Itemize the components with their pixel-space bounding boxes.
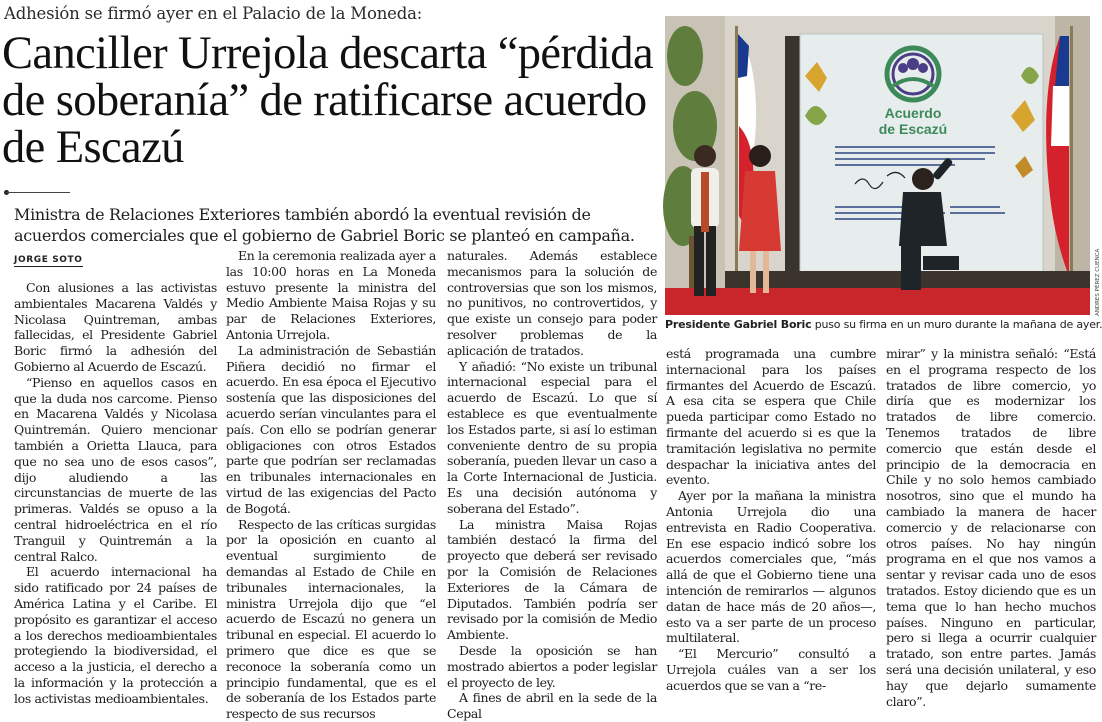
caption-text: puso su firma en un muro durante la mañana de ayer. [811,318,1102,331]
paragraph: Desde la oposición se han mostrado abiertos a poder legislar el proyecto de ley. [447,642,657,690]
text-column-4 [666,346,876,693]
photo [665,16,1090,315]
paragraph: Respecto de las críticas surgidas por la oposición en cuanto al eventual surgimiento de demandas al Estado de Chile en tribunales internacionales, la ministra Urrejola dijo que “el acuerdo de Escazú no genera un tribunal en especial. El acuerdo lo primero que dice es que se reconoce la soberanía como un principio fundamental, que es el de soberanía de los Estados parte respecto de sus recursos [226,516,436,722]
text-column-3 [447,248,657,722]
paragraph: Y añadió: “No existe un tribunal internacional especial para el acuerdo de Escazú. Lo que sí establece es que eventualmente los Estados parte, si así lo estiman conveniente dentro de su propia soberanía, pueden llevar un caso a la Corte Internacional de Justicia. Es una decisión autónoma y soberana del Estado”. [447,358,657,516]
divider [6,192,70,193]
banner-title-1: Acuerdo [884,105,942,121]
paragraph: “Pienso en aquellos casos en que la duda nos carcome. Pienso en Macarena Valdés y Nicolasa Quintremán. Quiero mencionar también a Orietta Llauca, para que no sea uno de esos casos”, dijo aludiendo a las circunstancias de muerte de las primeras. Valdés se opuso a la central hidroeléctrica en el río Tranguil y Quintremán a la central Ralco. [14,374,217,564]
text-column-1 [14,280,217,706]
text-column-5 [886,346,1096,709]
paragraph: Ayer por la mañana la ministra Antonia Urrejola dio una entrevista en Radio Cooperativa. En ese espacio indicó sobre los acuerdos comerciales que, “más allá de que el Gobierno tiene una intención de remirarlos — algunos datan de hace más de 20 años—, esto va a ser parte de un proceso multilateral. [666,488,876,646]
red-carpet [665,288,1090,315]
banner-title-2: de Escazú [878,121,948,137]
byline: JORGE SOTO [14,255,83,265]
paragraph: La ministra Maisa Rojas también destacó la firma del proyecto que deberá ser revisado por la Comisión de Relaciones Exteriores de la Cámara de Diputados. También podría ser revisado por la comisión de Medio Ambiente. [447,516,657,643]
photo-credit-text: ANDRES PÉREZ CUENCA [1095,248,1101,316]
headline: Canciller Urrejola descarta “pérdida de soberanía” de ratificarse acuerdo de Escazú [2,28,653,173]
caption-bold: Presidente Gabriel Boric [665,318,812,331]
paragraph: A fines de abril en la sede de la Cepal [447,690,657,722]
paragraph: En la ceremonia realizada ayer a las 10:00 horas en La Moneda estuvo presente la ministra del Medio Ambiente Maisa Rojas y su par de Relaciones Exteriores, Antonia Urrejola. [226,248,436,342]
kicker: Adhesión se firmó ayer en el Palacio de la Moneda: [4,4,423,23]
paragraph: La administración de Sebastián Piñera decidió no firmar el acuerdo. En esa época el Ejecutivo sostenía que las disposiciones del acuerdo serían vinculantes para el país. Con ello se podrían generar obligaciones con otros Estados parte que podrían ser reclamadas en tribunales internacionales en virtud de las exigencias del Pacto de Bogotá. [226,342,436,516]
subhead: Ministra de Relaciones Exteriores también abordó la eventual revisión de acuerdos comerciales que el gobierno de Gabriel Boric se planteó en campaña. [14,205,635,245]
photo-credit [1091,240,1099,320]
paragraph: mirar” y la ministra señaló: “Está en el programa respecto de los tratados de libre comercio, yo diría que es modernizar los tratados de libre comercio. Tenemos tratados de libre comercio que están desde el principio de la democracia en Chile y no solo hemos cambiado nosotros, sino que el mundo ha cambiado la manera de hacer comercio y de relacionarse con otros países. No hay ningún programa en el que nos vamos a sentar y revisar cada uno de esos tratados. Estoy diciendo que es un tema que lo han hecho muchos países. Ninguno en particular, pero si llega a ocurrir cualquier tratado, son entre partes. Jamás será una decisión unilateral, y eso hay que dejarlo sumamente claro”. [886,346,1096,709]
text-column-2 [226,248,436,722]
photo-caption [665,318,1102,331]
paragraph: “El Mercurio” consultó a Urrejola cuáles van a ser los acuerdos que se van a “re- [666,646,876,693]
paragraph: Con alusiones a las activistas ambientales Macarena Valdés y Nicolasa Quintreman, ambas fallecidas, el Presidente Gabriel Boric firmó la adhesión del Gobierno al Acuerdo de Escazú. [14,280,217,374]
paragraph: está programada una cumbre internacional para los países firmantes del Acuerdo de Escazú. A esa cita se espera que Chile pueda participar como Estado no firmante del acuerdo si es que la tramitación legislativa no permite despachar la iniciativa antes del evento. [666,346,876,488]
paragraph: naturales. Además establece mecanismos para la solución de controversias que son los mismos, no punitivos, no controvertidos, y que existe un consejo para poder resolver problemas de la aplicación de tratados. [447,248,657,358]
paragraph: El acuerdo internacional ha sido ratificado por 24 países de América Latina y el Caribe. El propósito es garantizar el acceso a los derechos medioambientales protegiendo la biodiversidad, el acceso a la justicia, el derecho a la información y la protección a los activistas medioambientales. [14,564,217,706]
